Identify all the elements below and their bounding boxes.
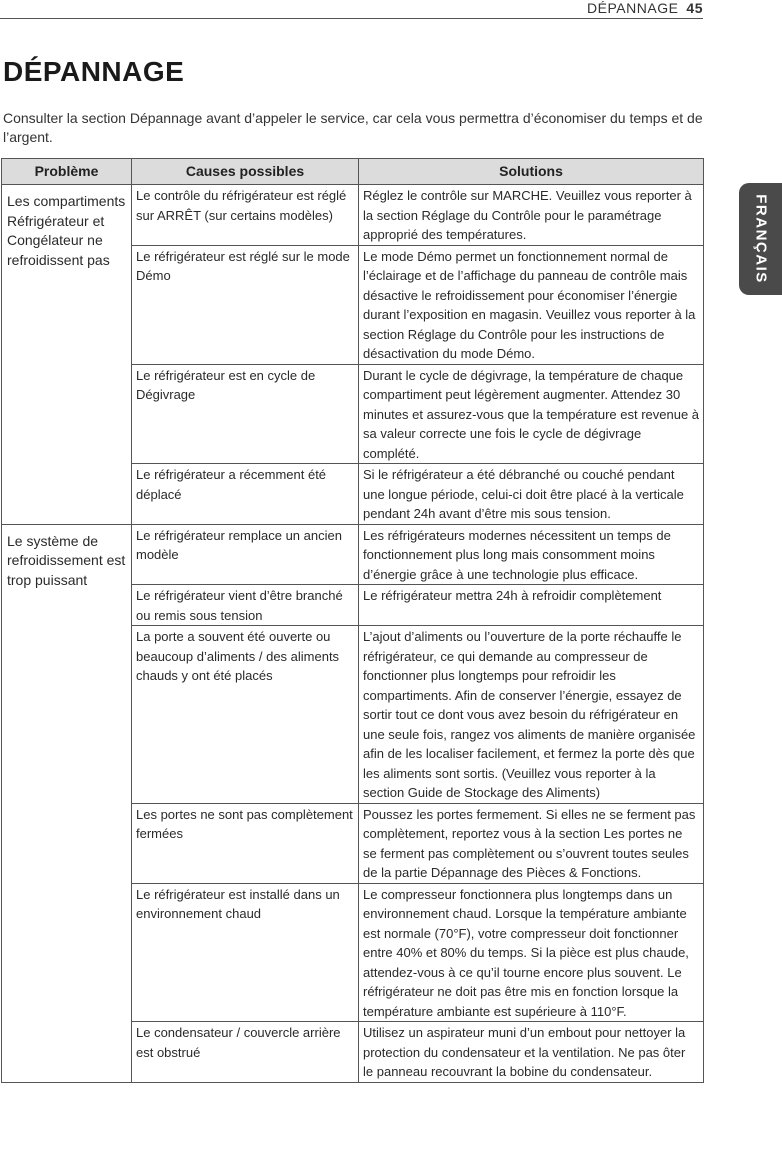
page-title: DÉPANNAGE bbox=[3, 56, 185, 87]
cause-cell: Le réfrigérateur remplace un ancien modèle bbox=[132, 524, 359, 585]
problem-cell: Les compartiments Réfrigérateur et Congélateur ne refroidissent pas bbox=[2, 185, 132, 525]
solution-cell: L’ajout d’aliments ou l’ouverture de la porte réchauffe le réfrigérateur, ce qui demande au compresseur de fonctionner plus longtemps pour refroidir les compartiments. Afin de conserver l’énergie, essayez de sortir tout ce dont vous avez besoin du réfrigérateur en une seule fois, rangez vos aliments de manière organisée afin de les localiser facilement, et fermez la porte dès que les aliments sont sortis. (Veuillez vous reporter à la section Guide de Stockage des Aliments) bbox=[359, 626, 704, 804]
language-tab-label: FRANÇAIS bbox=[752, 194, 769, 284]
column-header-solutions: Solutions bbox=[359, 159, 704, 185]
intro-text: Consulter la section Dépannage avant d’appeler le service, car cela vous permettra d’économiser du temps et de l’argent. bbox=[3, 110, 703, 145]
column-header-probleme: Problème bbox=[2, 159, 132, 185]
header-rule bbox=[0, 18, 703, 19]
cause-cell: La porte a souvent été ouverte ou beaucoup d’aliments / des aliments chauds y ont été placés bbox=[132, 626, 359, 804]
solution-cell: Réglez le contrôle sur MARCHE. Veuillez vous reporter à la section Réglage du Contrôle pour le paramétrage approprié des températures. bbox=[359, 185, 704, 246]
cause-cell: Le réfrigérateur est installé dans un environnement chaud bbox=[132, 883, 359, 1022]
table-row bbox=[2, 185, 704, 246]
table-header-row bbox=[2, 159, 704, 185]
solution-cell: Poussez les portes fermement. Si elles ne se ferment pas complètement, reportez vous à la section Les portes ne se ferment pas complètement ou s’ouvrent toutes seules de la partie Dépannage des Pièces & Fonctions. bbox=[359, 803, 704, 883]
cause-cell: Le réfrigérateur vient d’être branché ou remis sous tension bbox=[132, 585, 359, 626]
cause-cell: Les portes ne sont pas complètement fermées bbox=[132, 803, 359, 883]
problem-cell: Le système de refroidissement est trop puissant bbox=[2, 524, 132, 1082]
table-row bbox=[2, 524, 704, 585]
solution-cell: Si le réfrigérateur a été débranché ou couché pendant une longue période, celui-ci doit être placé à la verticale pendant 24h avant d’être mis sous tension. bbox=[359, 464, 704, 525]
cause-cell: Le condensateur / couvercle arrière est obstrué bbox=[132, 1022, 359, 1083]
running-header bbox=[587, 0, 703, 16]
cause-cell: Le réfrigérateur a récemment été déplacé bbox=[132, 464, 359, 525]
header-section: DÉPANNAGE bbox=[587, 0, 679, 16]
cause-cell: Le contrôle du réfrigérateur est réglé sur ARRÊT (sur certains modèles) bbox=[132, 185, 359, 246]
cause-cell: Le réfrigérateur est réglé sur le mode Démo bbox=[132, 245, 359, 364]
solution-cell: Durant le cycle de dégivrage, la température de chaque compartiment peut légèrement augmenter. Attendez 30 minutes et assurez-vous que la température est revenue à sa valeur correcte une fois le cycle de dégivrage complété. bbox=[359, 364, 704, 464]
solution-cell: Le compresseur fonctionnera plus longtemps dans un environnement chaud. Lorsque la température ambiante est normale (70°F), votre compresseur doit fonctionner entre 40% et 80% du temps. Si la pièce est plus chaude, attendez-vous à ce qu’il tourne encore plus souvent. Le réfrigérateur ne doit pas être mis en fonction lorsque la température ambiante est supérieure à 110°F. bbox=[359, 883, 704, 1022]
solution-cell: Les réfrigérateurs modernes nécessitent un temps de fonctionnement plus long mais consomment moins d’énergie grâce à une technologie plus efficace. bbox=[359, 524, 704, 585]
page-number: 45 bbox=[686, 0, 703, 16]
cause-cell: Le réfrigérateur est en cycle de Dégivrage bbox=[132, 364, 359, 464]
column-header-causes: Causes possibles bbox=[132, 159, 359, 185]
solution-cell: Le réfrigérateur mettra 24h à refroidir complètement bbox=[359, 585, 704, 626]
solution-cell: Utilisez un aspirateur muni d’un embout pour nettoyer la protection du condensateur et la ventilation. Ne pas ôter le panneau recouvrant la bobine du condensateur. bbox=[359, 1022, 704, 1083]
language-tab bbox=[739, 183, 782, 295]
troubleshooting-table bbox=[1, 158, 704, 1083]
solution-cell: Le mode Démo permet un fonctionnement normal de l’éclairage et de l’affichage du panneau de contrôle mais désactive le refroidissement pour économiser l’énergie durant l’exposition en magasin. Veuillez vous reporter à la section Réglage du Contrôle pour les instructions de désactivation du mode Démo. bbox=[359, 245, 704, 364]
